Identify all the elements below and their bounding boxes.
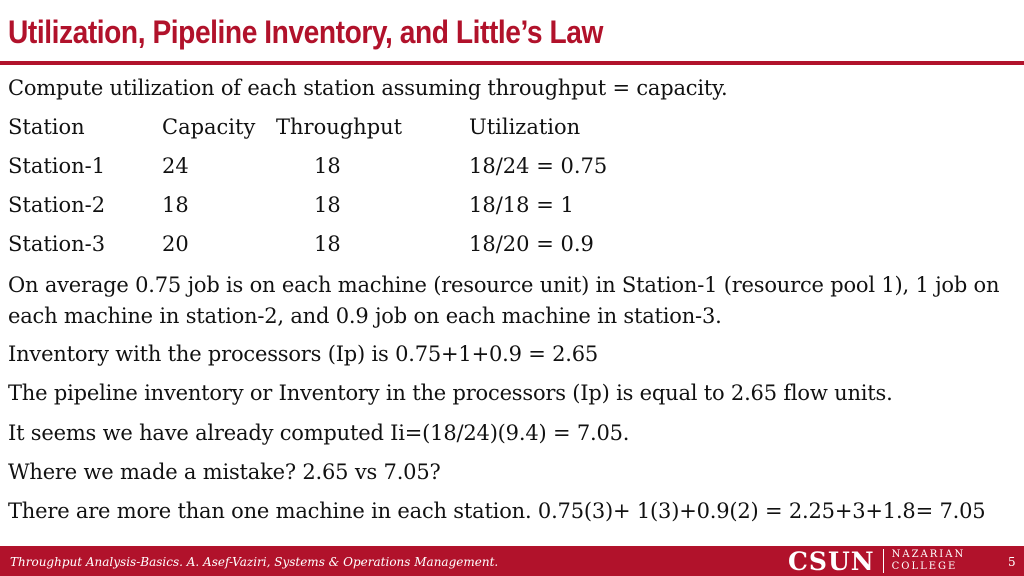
row-capacity: 18 — [162, 193, 189, 217]
logo-nazarian: NAZARIAN — [891, 549, 966, 560]
slide-title: Utilization, Pipeline Inventory, and Little’s Law — [8, 14, 603, 50]
header-utilization: Utilization — [469, 115, 581, 139]
header-station: Station — [8, 115, 85, 139]
row-station: Station-3 — [8, 232, 106, 256]
row-station: Station-1 — [8, 154, 106, 178]
logo-divider — [883, 549, 884, 573]
paragraph-pipeline-inventory: The pipeline inventory or Inventory in the processors (Ip) is equal to 2.65 flow units. — [8, 381, 893, 405]
csun-logo — [788, 548, 965, 574]
logo-csun-text: CSUN — [788, 546, 875, 576]
row-throughput: 18 — [314, 154, 341, 178]
header-throughput: Throughput — [276, 115, 403, 139]
title-divider — [0, 61, 1024, 65]
footer-citation: Throughput Analysis-Basics. A. Asef-Vaziri, Systems & Operations Management. — [10, 555, 499, 569]
row-throughput: 18 — [314, 232, 341, 256]
row-utilization: 18/20 = 0.9 — [469, 232, 594, 256]
header-capacity: Capacity — [162, 115, 256, 139]
footer-bar — [0, 546, 1024, 576]
logo-college: COLLEGE — [891, 561, 958, 572]
row-throughput: 18 — [314, 193, 341, 217]
row-station: Station-2 — [8, 193, 106, 217]
paragraph-average-jobs: On average 0.75 job is on each machine (resource unit) in Station-1 (resource pool 1), 1 job on each machine in station-2, and 0.9 job on each machine in station-3. — [8, 273, 1000, 328]
paragraph-computed-ii: It seems we have already computed Ii=(18/24)(9.4) = 7.05. — [8, 421, 630, 445]
page-number: 5 — [1008, 555, 1016, 569]
paragraph-mistake-question: Where we made a mistake? 2.65 vs 7.05? — [8, 460, 441, 484]
row-capacity: 24 — [162, 154, 189, 178]
row-utilization: 18/18 = 1 — [469, 193, 574, 217]
paragraph-inventory-processors: Inventory with the processors (Ip) is 0.75+1+0.9 = 2.65 — [8, 342, 599, 366]
row-capacity: 20 — [162, 232, 189, 256]
row-utilization: 18/24 = 0.75 — [469, 154, 608, 178]
intro-text: Compute utilization of each station assuming throughput = capacity. — [8, 76, 728, 100]
paragraph-multiple-machines: There are more than one machine in each station. 0.75(3)+ 1(3)+0.9(2) = 2.25+3+1.8= 7.05 — [8, 499, 986, 523]
logo-college-text — [892, 549, 966, 573]
